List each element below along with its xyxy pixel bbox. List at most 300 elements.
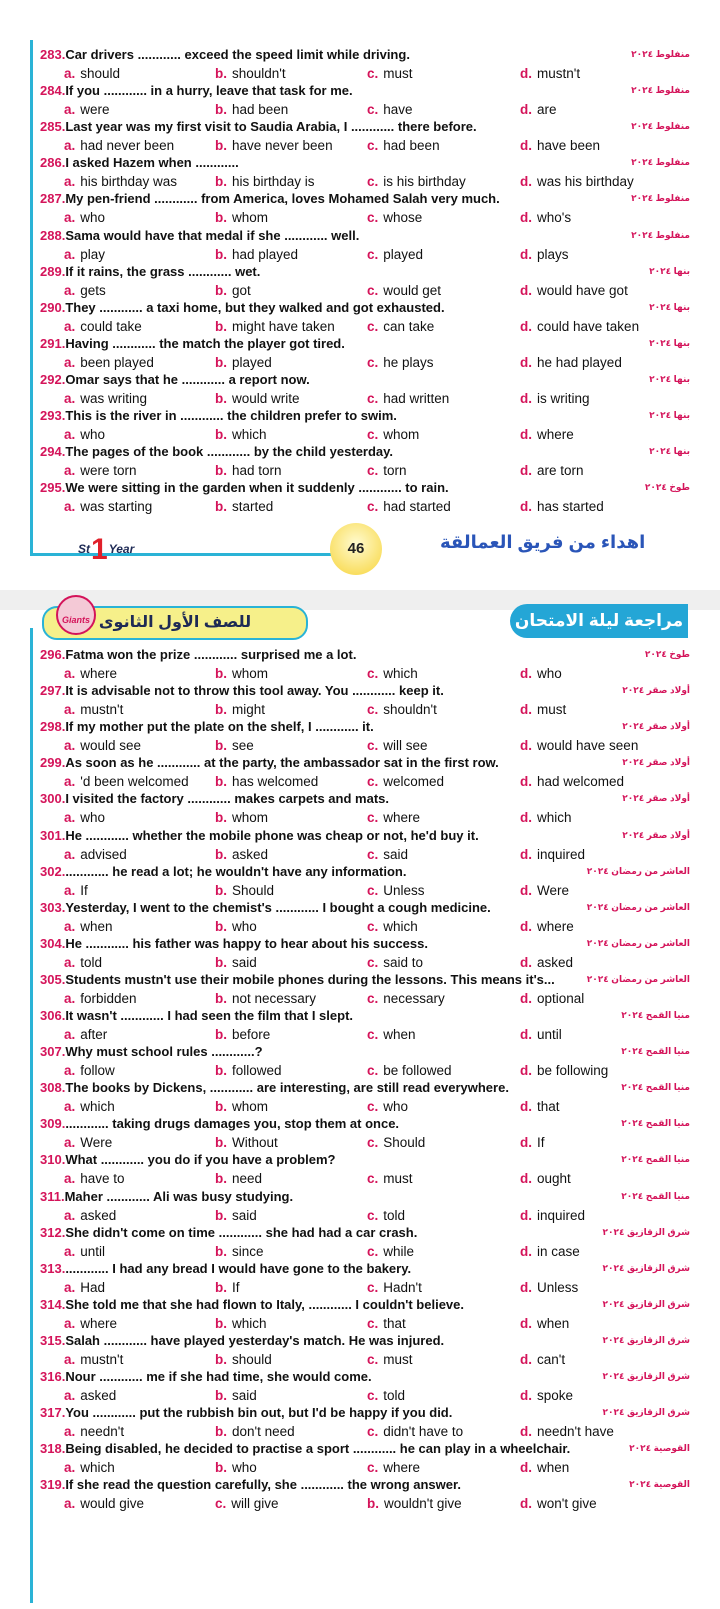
question-stem: [40, 828, 479, 843]
answer-option: [367, 1280, 422, 1295]
option-text: said: [232, 1207, 257, 1223]
option-text: when: [537, 1315, 570, 1331]
question-item: [40, 119, 690, 156]
answer-option: [64, 66, 120, 81]
option-text: mustn't: [537, 66, 581, 81]
answer-option: [215, 319, 335, 334]
answer-option: [64, 955, 102, 970]
option-text: he had played: [537, 354, 622, 370]
option-text: should: [232, 1351, 272, 1367]
option-text: where: [383, 810, 421, 826]
answer-option: [367, 1460, 420, 1475]
answer-option: [215, 1424, 295, 1439]
exam-source-label: منفلوط ٢٠٢٤: [631, 49, 690, 59]
question-item: [40, 828, 690, 865]
option-text: told: [383, 1207, 406, 1223]
option-text: had welcomed: [537, 774, 625, 790]
page1-margin-line: [30, 40, 33, 553]
answer-option: [367, 1244, 414, 1259]
option-text: necessary: [383, 990, 445, 1006]
option-letter: d.: [520, 427, 532, 442]
answer-option: [64, 210, 105, 225]
option-letter: c.: [367, 666, 379, 681]
exam-source-label: منيا القمح ٢٠٢٤: [621, 1010, 690, 1020]
option-text: where: [80, 666, 118, 681]
option-text: have never been: [232, 138, 333, 154]
question-text: If my mother put the plate on the shelf, I ............ it.: [65, 719, 374, 735]
question-item: [40, 1333, 690, 1370]
option-letter: c.: [367, 810, 379, 826]
answer-option: [520, 1135, 545, 1150]
question-text: ............ taking drugs damages you, stop them at once.: [65, 1116, 400, 1132]
option-letter: c.: [367, 1315, 379, 1331]
question-item: [40, 936, 690, 973]
answer-option: [520, 1099, 560, 1114]
question-stem: [40, 1369, 372, 1384]
option-text: had never been: [80, 138, 175, 154]
option-text: his birthday is: [232, 174, 315, 190]
question-text: He ............ whether the mobile phone was cheap or not, he'd buy it.: [65, 827, 479, 843]
option-letter: a.: [64, 246, 76, 262]
exam-source-label: العاشر من رمضان ٢٠٢٤: [586, 973, 690, 984]
option-text: followed: [232, 1063, 282, 1079]
option-text: in case: [537, 1243, 580, 1259]
option-text: where: [383, 1460, 421, 1476]
question-stem: [40, 444, 393, 459]
question-item: [40, 1369, 690, 1406]
option-letter: d.: [520, 102, 532, 118]
option-text: who: [232, 918, 257, 934]
exam-source-label: منفلوط ٢٠٢٤: [631, 229, 690, 240]
option-text: which: [232, 1315, 267, 1331]
page-number: 46: [330, 523, 382, 575]
option-letter: c.: [367, 354, 379, 370]
option-letter: d.: [520, 702, 532, 718]
option-letter: b.: [215, 882, 227, 898]
option-text: played: [232, 354, 272, 370]
option-text: had torn: [232, 463, 282, 479]
option-text: had been: [232, 102, 289, 118]
option-letter: a.: [64, 390, 76, 406]
question-item: [40, 264, 690, 301]
option-text: optional: [537, 990, 585, 1006]
question-stem: [40, 791, 389, 806]
option-text: mustn't: [80, 702, 124, 718]
answer-option: [520, 702, 566, 717]
year-number: 1: [91, 533, 108, 566]
answer-option: [64, 1135, 112, 1150]
option-letter: d.: [520, 354, 532, 370]
answer-option: [215, 1099, 268, 1114]
question-item: [40, 300, 690, 337]
question-item: [40, 791, 690, 828]
option-text: must: [383, 1351, 413, 1367]
option-letter: c.: [367, 390, 379, 406]
answer-option: [367, 1027, 416, 1042]
question-number: 297.: [40, 683, 66, 699]
option-text: had been: [383, 138, 440, 154]
answer-option: [367, 283, 441, 298]
option-letter: c.: [367, 246, 379, 262]
option-text: have to: [80, 1171, 125, 1187]
option-text: which: [383, 918, 418, 934]
question-item: [40, 972, 690, 1009]
answer-option: [64, 702, 123, 717]
answer-option: [520, 499, 604, 514]
question-item: [40, 408, 690, 445]
question-number: 319.: [40, 1477, 66, 1493]
option-letter: b.: [215, 463, 227, 479]
answer-option: [64, 1496, 144, 1511]
option-letter: c.: [367, 427, 379, 442]
question-number: 306.: [40, 1008, 66, 1023]
option-letter: c.: [367, 882, 379, 898]
option-text: must: [537, 702, 567, 718]
option-text: been played: [80, 354, 154, 370]
question-text: Being disabled, he decided to practise a sport ............ he can play in a wheelchair.: [65, 1441, 571, 1457]
option-text: will see: [383, 738, 428, 754]
question-number: 309.: [40, 1116, 66, 1132]
option-letter: d.: [520, 846, 532, 862]
question-number: 303.: [40, 899, 66, 915]
question-item: [40, 1116, 690, 1153]
option-letter: c.: [367, 1243, 379, 1259]
exam-source-label: شرق الزقازيق ٢٠٢٤: [602, 1371, 690, 1381]
exam-source-label: العاشر من رمضان ٢٠٢٤: [586, 901, 690, 912]
option-text: his birthday was: [80, 174, 178, 190]
answer-option: [215, 463, 282, 478]
option-letter: d.: [520, 463, 532, 479]
question-number: 302.: [40, 863, 66, 879]
answer-option: [215, 991, 316, 1006]
answer-option: [215, 1135, 278, 1150]
option-text: started: [232, 499, 274, 515]
option-text: who: [80, 210, 106, 226]
question-stem: [40, 719, 374, 734]
question-stem: [40, 1008, 353, 1023]
option-text: which: [80, 1099, 115, 1115]
option-letter: b.: [215, 1460, 227, 1476]
answer-option: [520, 1063, 608, 1078]
answer-option: [367, 174, 466, 189]
exam-source-label: أولاد صقر ٢٠٢٤: [622, 721, 690, 732]
option-text: Were: [537, 882, 570, 898]
option-letter: a.: [64, 318, 76, 334]
option-letter: c.: [367, 702, 379, 718]
option-letter: a.: [64, 1279, 76, 1295]
answer-option: [367, 247, 423, 262]
question-text: Fatma won the prize ............ surprised me a lot.: [65, 647, 357, 662]
option-letter: b.: [215, 1207, 227, 1223]
question-stem: [40, 972, 555, 987]
answer-option: [520, 174, 634, 189]
question-text: The books by Dickens, ............ are interesting, are still read everywhere.: [65, 1080, 509, 1096]
answer-option: [64, 810, 105, 825]
option-letter: b.: [367, 1496, 379, 1512]
question-text: If she read the question carefully, she ............ the wrong answer.: [65, 1477, 461, 1493]
option-letter: c.: [367, 138, 379, 154]
answer-option: [520, 1244, 580, 1259]
answer-option: [64, 1460, 115, 1475]
option-letter: b.: [215, 1315, 227, 1331]
option-letter: b.: [215, 1027, 227, 1042]
answer-option: [367, 847, 408, 862]
option-text: spoke: [537, 1388, 574, 1403]
option-letter: a.: [64, 1351, 76, 1367]
answer-option: [520, 883, 569, 898]
option-text: who's: [537, 210, 572, 226]
answer-option: [64, 1099, 115, 1114]
option-text: has welcomed: [232, 774, 319, 790]
answer-option: [367, 66, 413, 81]
option-letter: c.: [367, 738, 379, 754]
question-text: She told me that she had flown to Italy, ............ I couldn't believe.: [65, 1296, 464, 1312]
answer-option: [215, 1208, 257, 1223]
option-letter: b.: [215, 990, 227, 1006]
option-text: were torn: [80, 463, 137, 479]
option-letter: d.: [520, 918, 532, 934]
option-text: ought: [537, 1171, 571, 1187]
exam-source-label: العاشر من رمضان ٢٠٢٤: [586, 865, 690, 876]
option-text: after: [80, 1027, 108, 1042]
answer-option: [520, 810, 572, 825]
question-item: [40, 900, 690, 937]
question-number: 300.: [40, 791, 66, 807]
answer-option: [215, 102, 288, 117]
question-item: [40, 719, 690, 756]
exam-source-label: شرق الزقازيق ٢٠٢٤: [602, 1262, 690, 1273]
option-text: before: [232, 1027, 271, 1042]
answer-option: [64, 883, 88, 898]
option-letter: a.: [64, 1460, 76, 1476]
option-letter: d.: [520, 1424, 532, 1440]
option-letter: b.: [215, 918, 227, 934]
option-letter: d.: [520, 1027, 532, 1042]
question-text: Salah ............ have played yesterday's match. He was injured.: [65, 1332, 445, 1348]
option-letter: d.: [520, 282, 532, 298]
option-text: needn't have: [537, 1424, 614, 1440]
option-letter: b.: [215, 427, 227, 442]
answer-option: [64, 1171, 125, 1186]
answer-option: [520, 1460, 569, 1475]
option-letter: d.: [520, 738, 532, 754]
answer-option: [64, 666, 117, 681]
option-letter: d.: [520, 1243, 532, 1259]
question-number: 307.: [40, 1044, 66, 1060]
question-item: [40, 336, 690, 373]
option-text: be followed: [383, 1063, 452, 1079]
option-text: wouldn't give: [384, 1496, 462, 1512]
option-text: Were: [80, 1135, 113, 1151]
answer-option: [520, 1424, 614, 1439]
option-text: could take: [80, 318, 142, 334]
exam-source-label: بنها ٢٠٢٤: [649, 301, 690, 312]
answer-option: [520, 666, 562, 681]
answer-option: [64, 391, 147, 406]
answer-option: [64, 1352, 123, 1367]
question-text: I visited the factory ............ makes carpets and mats.: [65, 791, 389, 807]
answer-option: [520, 391, 590, 406]
answer-option: [520, 247, 569, 262]
question-number: 298.: [40, 719, 66, 735]
question-number: 294.: [40, 444, 66, 460]
option-letter: d.: [520, 882, 532, 898]
option-text: might have taken: [232, 318, 335, 334]
option-text: asked: [537, 954, 574, 970]
first-year-logo: [78, 533, 134, 567]
option-text: play: [80, 246, 106, 262]
option-letter: d.: [520, 499, 532, 515]
option-text: when: [537, 1460, 570, 1476]
question-number: 288.: [40, 227, 66, 243]
question-number: 293.: [40, 408, 66, 423]
answer-option: [215, 1316, 267, 1331]
question-text: My pen-friend ............ from America, loves Mohamed Salah very much.: [65, 191, 500, 207]
exam-source-label: منيا القمح ٢٠٢٤: [621, 1118, 690, 1129]
option-text: Had: [80, 1279, 106, 1295]
answer-option: [367, 138, 440, 153]
question-stem: [40, 1261, 411, 1276]
question-stem: [40, 300, 445, 315]
answer-option: [215, 391, 300, 406]
answer-option: [367, 810, 420, 825]
question-text: Sama would have that medal if she ............ well.: [65, 227, 360, 243]
answer-option: [215, 355, 272, 370]
question-number: 290.: [40, 299, 66, 315]
option-letter: a.: [64, 990, 76, 1006]
exam-source-label: شرق الزقازيق ٢٠٢٤: [602, 1226, 690, 1237]
option-letter: a.: [64, 918, 76, 934]
answer-option: [215, 919, 257, 934]
option-text: until: [80, 1243, 106, 1259]
option-letter: a.: [64, 738, 76, 754]
option-letter: a.: [64, 463, 76, 479]
answer-option: [520, 1027, 562, 1042]
question-text: What ............ you do if you have a problem?: [65, 1152, 336, 1168]
question-item: [40, 755, 690, 792]
option-text: said: [232, 954, 257, 970]
option-text: which: [80, 1460, 115, 1476]
option-text: needn't: [80, 1424, 125, 1440]
answer-option: [64, 991, 137, 1006]
option-letter: c.: [215, 1496, 227, 1512]
answer-option: [64, 247, 105, 262]
answer-option: [520, 138, 600, 153]
question-number: 313.: [40, 1260, 66, 1276]
question-stem: [40, 755, 499, 770]
question-text: Nour ............ me if she had time, she would come.: [65, 1369, 372, 1384]
answer-option: [367, 210, 422, 225]
option-text: Should: [232, 882, 275, 898]
option-letter: b.: [215, 246, 227, 262]
answer-option: [367, 1424, 463, 1439]
option-letter: b.: [215, 174, 227, 190]
option-letter: d.: [520, 990, 532, 1006]
answer-option: [215, 1280, 240, 1295]
answer-option: [215, 883, 274, 898]
option-letter: a.: [64, 702, 76, 718]
question-stem: [40, 1333, 444, 1348]
answer-option: [520, 991, 584, 1006]
option-letter: d.: [520, 810, 532, 826]
exam-source-label: بنها ٢٠٢٤: [649, 373, 690, 384]
answer-option: [215, 138, 333, 153]
answer-option: [367, 102, 413, 117]
answer-option: [520, 955, 573, 970]
answer-option: [367, 883, 425, 898]
option-text: If: [80, 882, 88, 898]
option-text: where: [537, 918, 574, 934]
question-item: [40, 444, 690, 481]
option-text: had written: [383, 390, 450, 406]
question-stem: [40, 83, 353, 98]
option-letter: b.: [215, 318, 227, 334]
answer-option: [520, 1388, 573, 1403]
option-text: when: [80, 918, 113, 934]
exam-source-label: منيا القمح ٢٠٢٤: [621, 1154, 690, 1165]
option-text: should: [80, 66, 121, 81]
option-text: 'd been welcomed: [80, 774, 189, 790]
option-letter: c.: [367, 1027, 379, 1042]
answer-option: [520, 1171, 571, 1186]
option-text: asked: [80, 1207, 117, 1223]
option-letter: a.: [64, 1063, 76, 1079]
option-letter: a.: [64, 810, 76, 826]
question-stem: [40, 1152, 335, 1167]
option-letter: d.: [520, 1460, 532, 1476]
option-letter: b.: [215, 666, 227, 681]
option-letter: a.: [64, 499, 76, 515]
option-text: who: [80, 810, 106, 826]
exam-source-label: أولاد صقر ٢٠٢٤: [622, 685, 690, 696]
option-text: that: [537, 1099, 560, 1115]
option-text: told: [80, 954, 103, 970]
option-letter: b.: [215, 1171, 227, 1187]
option-text: told: [383, 1388, 406, 1403]
option-letter: a.: [64, 882, 76, 898]
option-text: would give: [80, 1496, 145, 1512]
option-letter: c.: [367, 774, 379, 790]
exam-source-label: القوصية ٢٠٢٤: [629, 1479, 690, 1490]
option-text: Should: [383, 1135, 426, 1151]
answer-option: [64, 174, 177, 189]
question-item: [40, 1477, 690, 1514]
option-text: are torn: [537, 463, 584, 479]
answer-option: [215, 847, 268, 862]
question-stem: [40, 480, 449, 495]
answer-option: [215, 810, 268, 825]
question-stem: [40, 864, 406, 879]
option-text: were: [80, 102, 110, 118]
option-text: must: [383, 66, 413, 81]
answer-option: [64, 1208, 116, 1223]
question-item: [40, 864, 690, 901]
exam-source-label: بنها ٢٠٢٤: [649, 410, 690, 420]
exam-source-label: منيا القمح ٢٠٢٤: [621, 1082, 690, 1093]
exam-source-label: شرق الزقازيق ٢٠٢٤: [602, 1298, 690, 1309]
answer-option: [367, 391, 449, 406]
option-text: will give: [231, 1496, 279, 1512]
answer-option: [520, 210, 571, 225]
answer-option: [367, 1099, 408, 1114]
option-letter: a.: [64, 1388, 76, 1403]
answer-option: [64, 138, 174, 153]
option-text: would write: [232, 390, 300, 406]
answer-option: [367, 499, 451, 514]
question-stem: [40, 155, 239, 170]
answer-option: [520, 102, 557, 117]
option-text: whom: [232, 1099, 269, 1115]
